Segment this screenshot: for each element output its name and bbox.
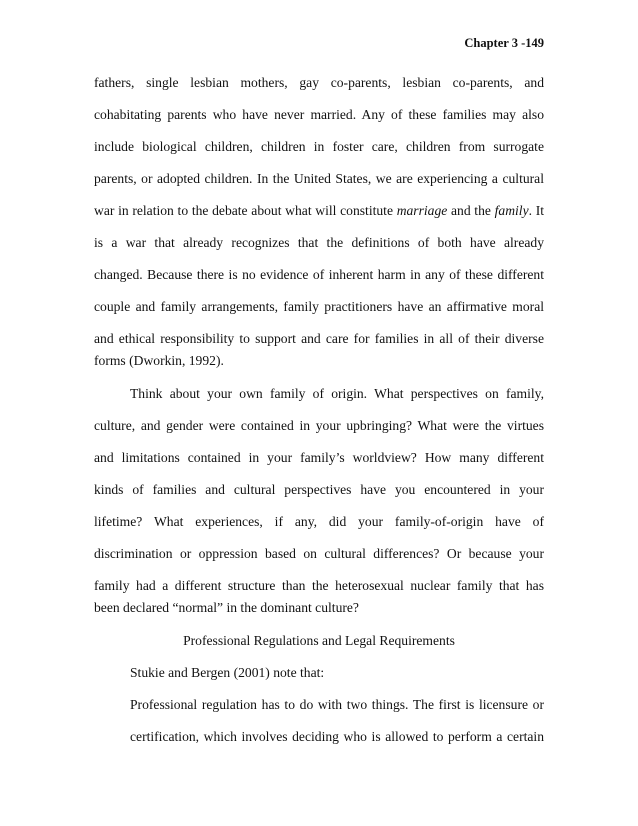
body-line: kinds of families and cultural perspectives have you encountered in your [94, 482, 544, 497]
body-line: include biological children, children in foster care, children from surrogate [94, 139, 544, 154]
body-line: is a war that already recognizes that the definitions of both have already [94, 235, 544, 250]
body-line-with-emphasis [94, 203, 544, 219]
text-run: . It [528, 203, 545, 218]
body-line: family had a different structure than the heterosexual nuclear family that has [94, 578, 544, 593]
body-line: and limitations contained in your family’s worldview? How many different [94, 450, 544, 465]
page-header: Chapter 3 -149 [464, 36, 544, 50]
text-run: war in relation to the debate about what will constitute [94, 203, 397, 218]
section-heading: Professional Regulations and Legal Requirements [183, 633, 455, 648]
body-line: forms (Dworkin, 1992). [94, 353, 224, 368]
block-quote-line: certification, which involves deciding who is allowed to perform a certain [130, 729, 544, 744]
body-line: discrimination or oppression based on cultural differences? Or because your [94, 546, 544, 561]
emphasis-marriage: marriage [396, 203, 448, 218]
body-line: fathers, single lesbian mothers, gay co-parents, lesbian co-parents, and [94, 75, 544, 90]
body-line: Think about your own family of origin. What perspectives on family, [130, 386, 544, 401]
body-line: culture, and gender were contained in your upbringing? What were the virtues [94, 418, 544, 433]
body-line: cohabitating parents who have never married. Any of these families may also [94, 107, 544, 122]
body-line: been declared “normal” in the dominant culture? [94, 600, 359, 615]
section-intro: Stukie and Bergen (2001) note that: [130, 665, 325, 680]
body-line: lifetime? What experiences, if any, did your family-of-origin have of [94, 514, 544, 529]
body-line: couple and family arrangements, family practitioners have an affirmative moral [94, 299, 544, 314]
emphasis-family: family [494, 203, 529, 218]
body-line: changed. Because there is no evidence of inherent harm in any of these different [94, 267, 544, 282]
body-line: and ethical responsibility to support and care for families in all of their diverse [94, 331, 544, 346]
body-line: parents, or adopted children. In the United States, we are experiencing a cultural [94, 171, 544, 186]
text-run: and the [447, 203, 495, 218]
block-quote-line: Professional regulation has to do with two things. The first is licensure or [130, 697, 544, 712]
